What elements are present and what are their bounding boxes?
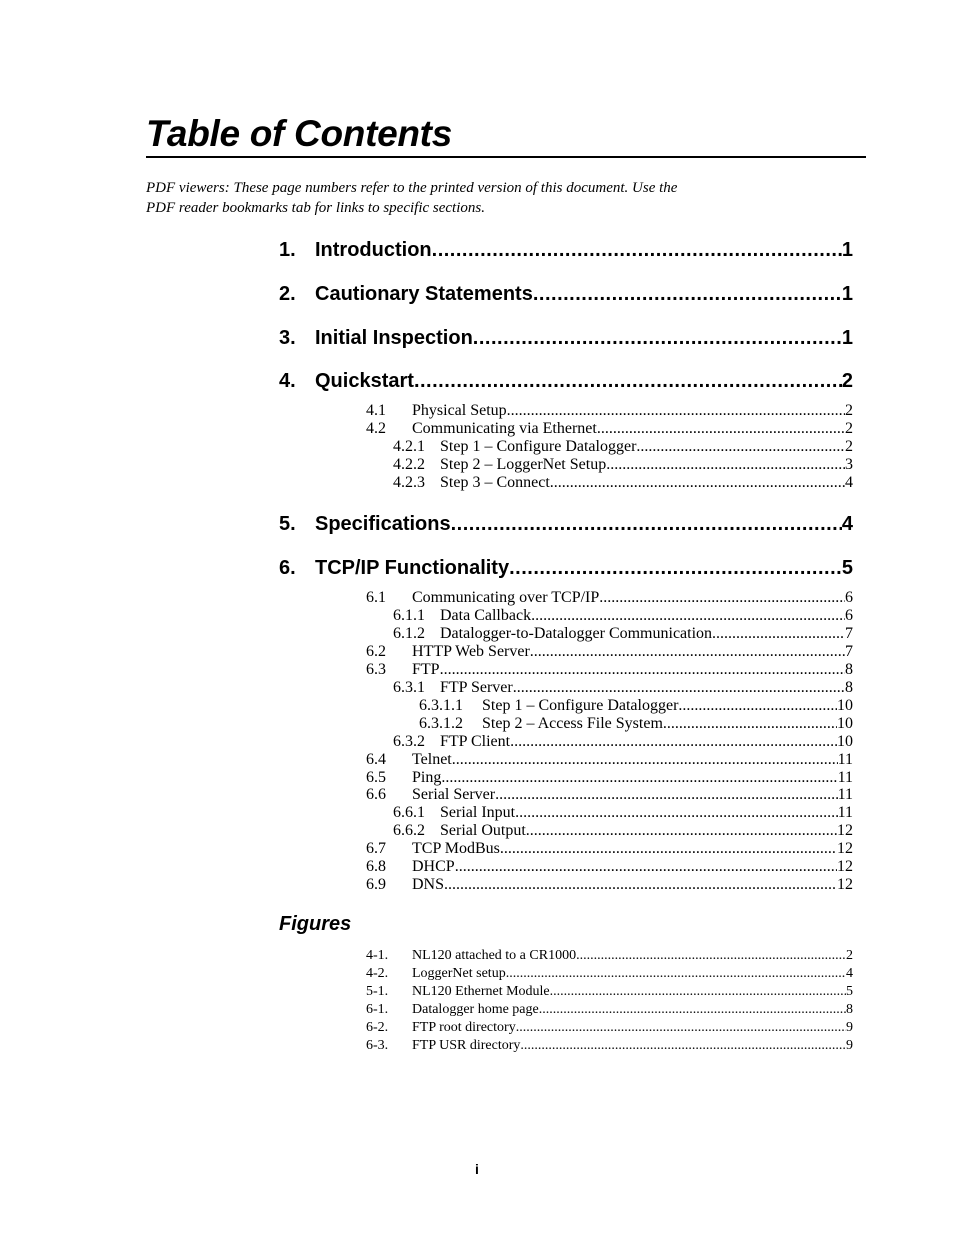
toc-entry-label: Step 1 – Configure Datalogger bbox=[482, 697, 679, 714]
note-line-1: PDF viewers: These page numbers refer to the printed version of this document. Use the bbox=[146, 180, 678, 196]
toc-entry[interactable] bbox=[393, 733, 853, 751]
toc-entry-page: 12 bbox=[837, 876, 853, 893]
toc-entry-label: Serial Output bbox=[440, 822, 526, 839]
dot-leader bbox=[455, 858, 837, 876]
dot-leader bbox=[606, 456, 845, 474]
toc-entry[interactable] bbox=[393, 625, 853, 643]
toc-entry-label: DNS bbox=[412, 876, 445, 893]
dot-leader bbox=[516, 1019, 846, 1037]
toc-entry-number: 4.2.1 bbox=[393, 438, 425, 455]
toc-entry-page: 10 bbox=[837, 715, 853, 732]
toc-chapter-page: 5 bbox=[841, 557, 853, 579]
toc-entry-label: TCP ModBus bbox=[412, 840, 500, 857]
dot-leader bbox=[533, 282, 842, 306]
toc-entry-label: HTTP Web Server bbox=[412, 643, 530, 660]
toc-entry-label: Step 3 – Connect bbox=[440, 474, 550, 491]
figures-heading: Figures bbox=[279, 913, 352, 935]
figure-entry-label: Datalogger home page bbox=[412, 1002, 539, 1017]
page-title: Table of Contents bbox=[146, 113, 452, 154]
toc-entry-page: 10 bbox=[837, 733, 853, 750]
toc-entry-number: 6.7 bbox=[366, 840, 386, 857]
dot-leader bbox=[452, 751, 838, 769]
toc-entry-number: 6.3.1.1 bbox=[419, 697, 463, 714]
toc-entry[interactable] bbox=[366, 876, 853, 894]
toc-entry-page: 7 bbox=[845, 643, 853, 660]
dot-leader bbox=[526, 822, 837, 840]
toc-entry-number: 6.3.2 bbox=[393, 733, 425, 750]
toc-entry[interactable] bbox=[366, 858, 853, 876]
toc-entry-label: Communicating over TCP/IP bbox=[412, 589, 600, 606]
toc-chapter-page: 1 bbox=[841, 283, 853, 305]
toc-entry-number: 4.2 bbox=[366, 420, 386, 437]
toc-entry-page: 4 bbox=[845, 474, 853, 491]
toc-chapter[interactable] bbox=[279, 238, 853, 262]
toc-entry[interactable] bbox=[366, 661, 853, 679]
toc-entry-number: 6.1 bbox=[366, 589, 386, 606]
figure-entry[interactable] bbox=[366, 1037, 853, 1055]
toc-entry-number: 4.1 bbox=[366, 402, 386, 419]
figure-entry-page: 9 bbox=[846, 1038, 853, 1053]
toc-entry[interactable] bbox=[419, 715, 853, 733]
toc-entry-label: Step 2 – LoggerNet Setup bbox=[440, 456, 607, 473]
toc-entry-label: Communicating via Ethernet bbox=[412, 420, 597, 437]
toc-entry-page: 3 bbox=[845, 456, 853, 473]
figure-entry-number: 4-2. bbox=[366, 966, 389, 981]
figure-entry-number: 6-2. bbox=[366, 1020, 389, 1035]
toc-chapter-label: Cautionary Statements bbox=[315, 283, 533, 305]
dot-leader bbox=[515, 804, 838, 822]
dot-leader bbox=[444, 876, 837, 894]
figure-entry-number: 6-1. bbox=[366, 1002, 389, 1017]
figure-entry[interactable] bbox=[366, 983, 853, 1001]
toc-entry-number: 6.3.1 bbox=[393, 679, 425, 696]
dot-leader bbox=[539, 1001, 846, 1019]
toc-entry[interactable] bbox=[393, 822, 853, 840]
figure-entry[interactable] bbox=[366, 965, 853, 983]
toc-chapter-number: 4. bbox=[279, 370, 296, 392]
dot-leader bbox=[576, 947, 846, 965]
toc-entry[interactable] bbox=[366, 643, 853, 661]
dot-leader bbox=[510, 733, 837, 751]
toc-entry-number: 6.9 bbox=[366, 876, 386, 893]
toc-entry[interactable] bbox=[393, 804, 853, 822]
toc-chapter[interactable] bbox=[279, 556, 853, 580]
toc-entry[interactable] bbox=[366, 786, 853, 804]
toc-chapter-label: Initial Inspection bbox=[315, 327, 473, 349]
toc-entry-page: 2 bbox=[845, 420, 853, 437]
toc-chapter-page: 1 bbox=[841, 327, 853, 349]
page-number: i bbox=[475, 1161, 479, 1177]
toc-chapter-label: TCP/IP Functionality bbox=[315, 557, 510, 579]
toc-entry-number: 6.3 bbox=[366, 661, 386, 678]
toc-entry-page: 8 bbox=[845, 661, 853, 678]
toc-entry[interactable] bbox=[366, 769, 853, 787]
toc-chapter-number: 1. bbox=[279, 239, 296, 261]
figure-entry-page: 4 bbox=[846, 966, 853, 981]
toc-entry[interactable] bbox=[393, 474, 853, 492]
figure-entry-label: FTP USR directory bbox=[412, 1038, 521, 1053]
dot-leader bbox=[414, 369, 842, 393]
toc-entry-number: 4.2.2 bbox=[393, 456, 425, 473]
toc-chapter-label: Introduction bbox=[315, 239, 432, 261]
toc-chapter[interactable] bbox=[279, 282, 853, 306]
toc-chapter-page: 4 bbox=[841, 513, 853, 535]
toc-chapter-label: Specifications bbox=[315, 513, 451, 535]
toc-entry-page: 2 bbox=[845, 402, 853, 419]
dot-leader bbox=[451, 512, 842, 536]
toc-entry-label: Physical Setup bbox=[412, 402, 507, 419]
figure-entry-page: 2 bbox=[846, 948, 853, 963]
note-line-2: PDF reader bookmarks tab for links to specific sections. bbox=[146, 200, 485, 216]
toc-entry-number: 6.1.1 bbox=[393, 607, 425, 624]
toc-entry-page: 11 bbox=[837, 786, 853, 803]
toc-entry-page: 12 bbox=[837, 840, 853, 857]
toc-entry-page: 11 bbox=[837, 751, 853, 768]
dot-leader bbox=[440, 661, 845, 679]
figure-entry-page: 9 bbox=[846, 1020, 853, 1035]
dot-leader bbox=[495, 786, 838, 804]
toc-entry-number: 6.6.1 bbox=[393, 804, 425, 821]
toc-entry-number: 6.8 bbox=[366, 858, 386, 875]
dot-leader bbox=[550, 474, 845, 492]
toc-entry-number: 4.2.3 bbox=[393, 474, 425, 491]
toc-entry-label: FTP Client bbox=[440, 733, 511, 750]
toc-entry[interactable] bbox=[419, 697, 853, 715]
figure-entry-label: FTP root directory bbox=[412, 1020, 516, 1035]
toc-entry-page: 11 bbox=[837, 769, 853, 786]
figure-entry[interactable] bbox=[366, 1001, 853, 1019]
toc-chapter-number: 6. bbox=[279, 557, 296, 579]
toc-entry[interactable] bbox=[366, 589, 853, 607]
dot-leader bbox=[597, 420, 845, 438]
dot-leader bbox=[599, 589, 845, 607]
figure-entry-page: 8 bbox=[846, 1002, 853, 1017]
toc-entry[interactable] bbox=[366, 402, 853, 420]
toc-entry-label: Telnet bbox=[412, 751, 452, 768]
toc-chapter[interactable] bbox=[279, 512, 853, 536]
toc-entry[interactable] bbox=[393, 679, 853, 697]
figure-entry-number: 5-1. bbox=[366, 984, 389, 999]
toc-chapter[interactable] bbox=[279, 369, 853, 393]
toc-entry-number: 6.4 bbox=[366, 751, 386, 768]
toc-entry-number: 6.2 bbox=[366, 643, 386, 660]
toc-entry-label: DHCP bbox=[412, 858, 455, 875]
dot-leader bbox=[507, 402, 845, 420]
toc-entry-page: 11 bbox=[837, 804, 853, 821]
figure-entry-number: 4-1. bbox=[366, 948, 389, 963]
toc-entry-label: Serial Server bbox=[412, 786, 496, 803]
dot-leader bbox=[712, 625, 845, 643]
dot-leader bbox=[663, 715, 837, 733]
toc-chapter[interactable] bbox=[279, 326, 853, 350]
toc-entry[interactable] bbox=[366, 840, 853, 858]
toc-entry-page: 6 bbox=[845, 607, 853, 624]
toc-entry-label: Ping bbox=[412, 769, 442, 786]
dot-leader bbox=[520, 1037, 846, 1055]
dot-leader bbox=[441, 769, 837, 787]
figure-entry-label: NL120 attached to a CR1000 bbox=[412, 948, 577, 963]
toc-entry[interactable] bbox=[393, 456, 853, 474]
dot-leader bbox=[530, 643, 845, 661]
toc-entry-label: FTP Server bbox=[440, 679, 513, 696]
toc-entry-number: 6.3.1.2 bbox=[419, 715, 463, 732]
dot-leader bbox=[432, 238, 842, 262]
dot-leader bbox=[509, 556, 842, 580]
toc-entry[interactable] bbox=[393, 438, 853, 456]
toc-entry[interactable] bbox=[366, 420, 853, 438]
toc-entry-label: Step 2 – Access File System bbox=[482, 715, 663, 732]
dot-leader bbox=[513, 679, 845, 697]
toc-chapter-number: 5. bbox=[279, 513, 296, 535]
toc-entry[interactable] bbox=[366, 751, 853, 769]
dot-leader bbox=[636, 438, 845, 456]
toc-entry-number: 6.5 bbox=[366, 769, 386, 786]
toc-entry-page: 8 bbox=[845, 679, 853, 696]
toc-chapter-number: 2. bbox=[279, 283, 296, 305]
dot-leader bbox=[531, 607, 845, 625]
toc-chapter-label: Quickstart bbox=[315, 370, 414, 392]
figure-entry[interactable] bbox=[366, 1019, 853, 1037]
figure-entry-page: 5 bbox=[846, 984, 853, 999]
toc-chapter-number: 3. bbox=[279, 327, 296, 349]
figure-entry[interactable] bbox=[366, 947, 853, 965]
toc-chapter-page: 1 bbox=[841, 239, 853, 261]
toc-entry-label: Serial Input bbox=[440, 804, 516, 821]
figure-entry-number: 6-3. bbox=[366, 1038, 389, 1053]
figure-entry-label: NL120 Ethernet Module bbox=[412, 984, 550, 999]
toc-chapter-page: 2 bbox=[841, 370, 853, 392]
toc-entry-number: 6.6.2 bbox=[393, 822, 425, 839]
toc-entry-number: 6.6 bbox=[366, 786, 386, 803]
toc-entry-page: 10 bbox=[837, 697, 853, 714]
dot-leader bbox=[678, 697, 837, 715]
toc-entry-label: Step 1 – Configure Datalogger bbox=[440, 438, 637, 455]
toc-entry-page: 6 bbox=[845, 589, 853, 606]
toc-entry-label: FTP bbox=[412, 661, 440, 678]
toc-entry[interactable] bbox=[393, 607, 853, 625]
dot-leader bbox=[506, 965, 846, 983]
dot-leader bbox=[550, 983, 846, 1001]
toc-entry-page: 2 bbox=[845, 438, 853, 455]
toc-entry-number: 6.1.2 bbox=[393, 625, 425, 642]
figure-entry-label: LoggerNet setup bbox=[412, 966, 506, 981]
toc-entry-page: 7 bbox=[845, 625, 853, 642]
toc-entry-label: Datalogger-to-Datalogger Communication bbox=[440, 625, 713, 642]
toc-entry-label: Data Callback bbox=[440, 607, 532, 624]
toc-entry-page: 12 bbox=[837, 822, 853, 839]
dot-leader bbox=[473, 326, 842, 350]
dot-leader bbox=[500, 840, 837, 858]
toc-entry-page: 12 bbox=[837, 858, 853, 875]
